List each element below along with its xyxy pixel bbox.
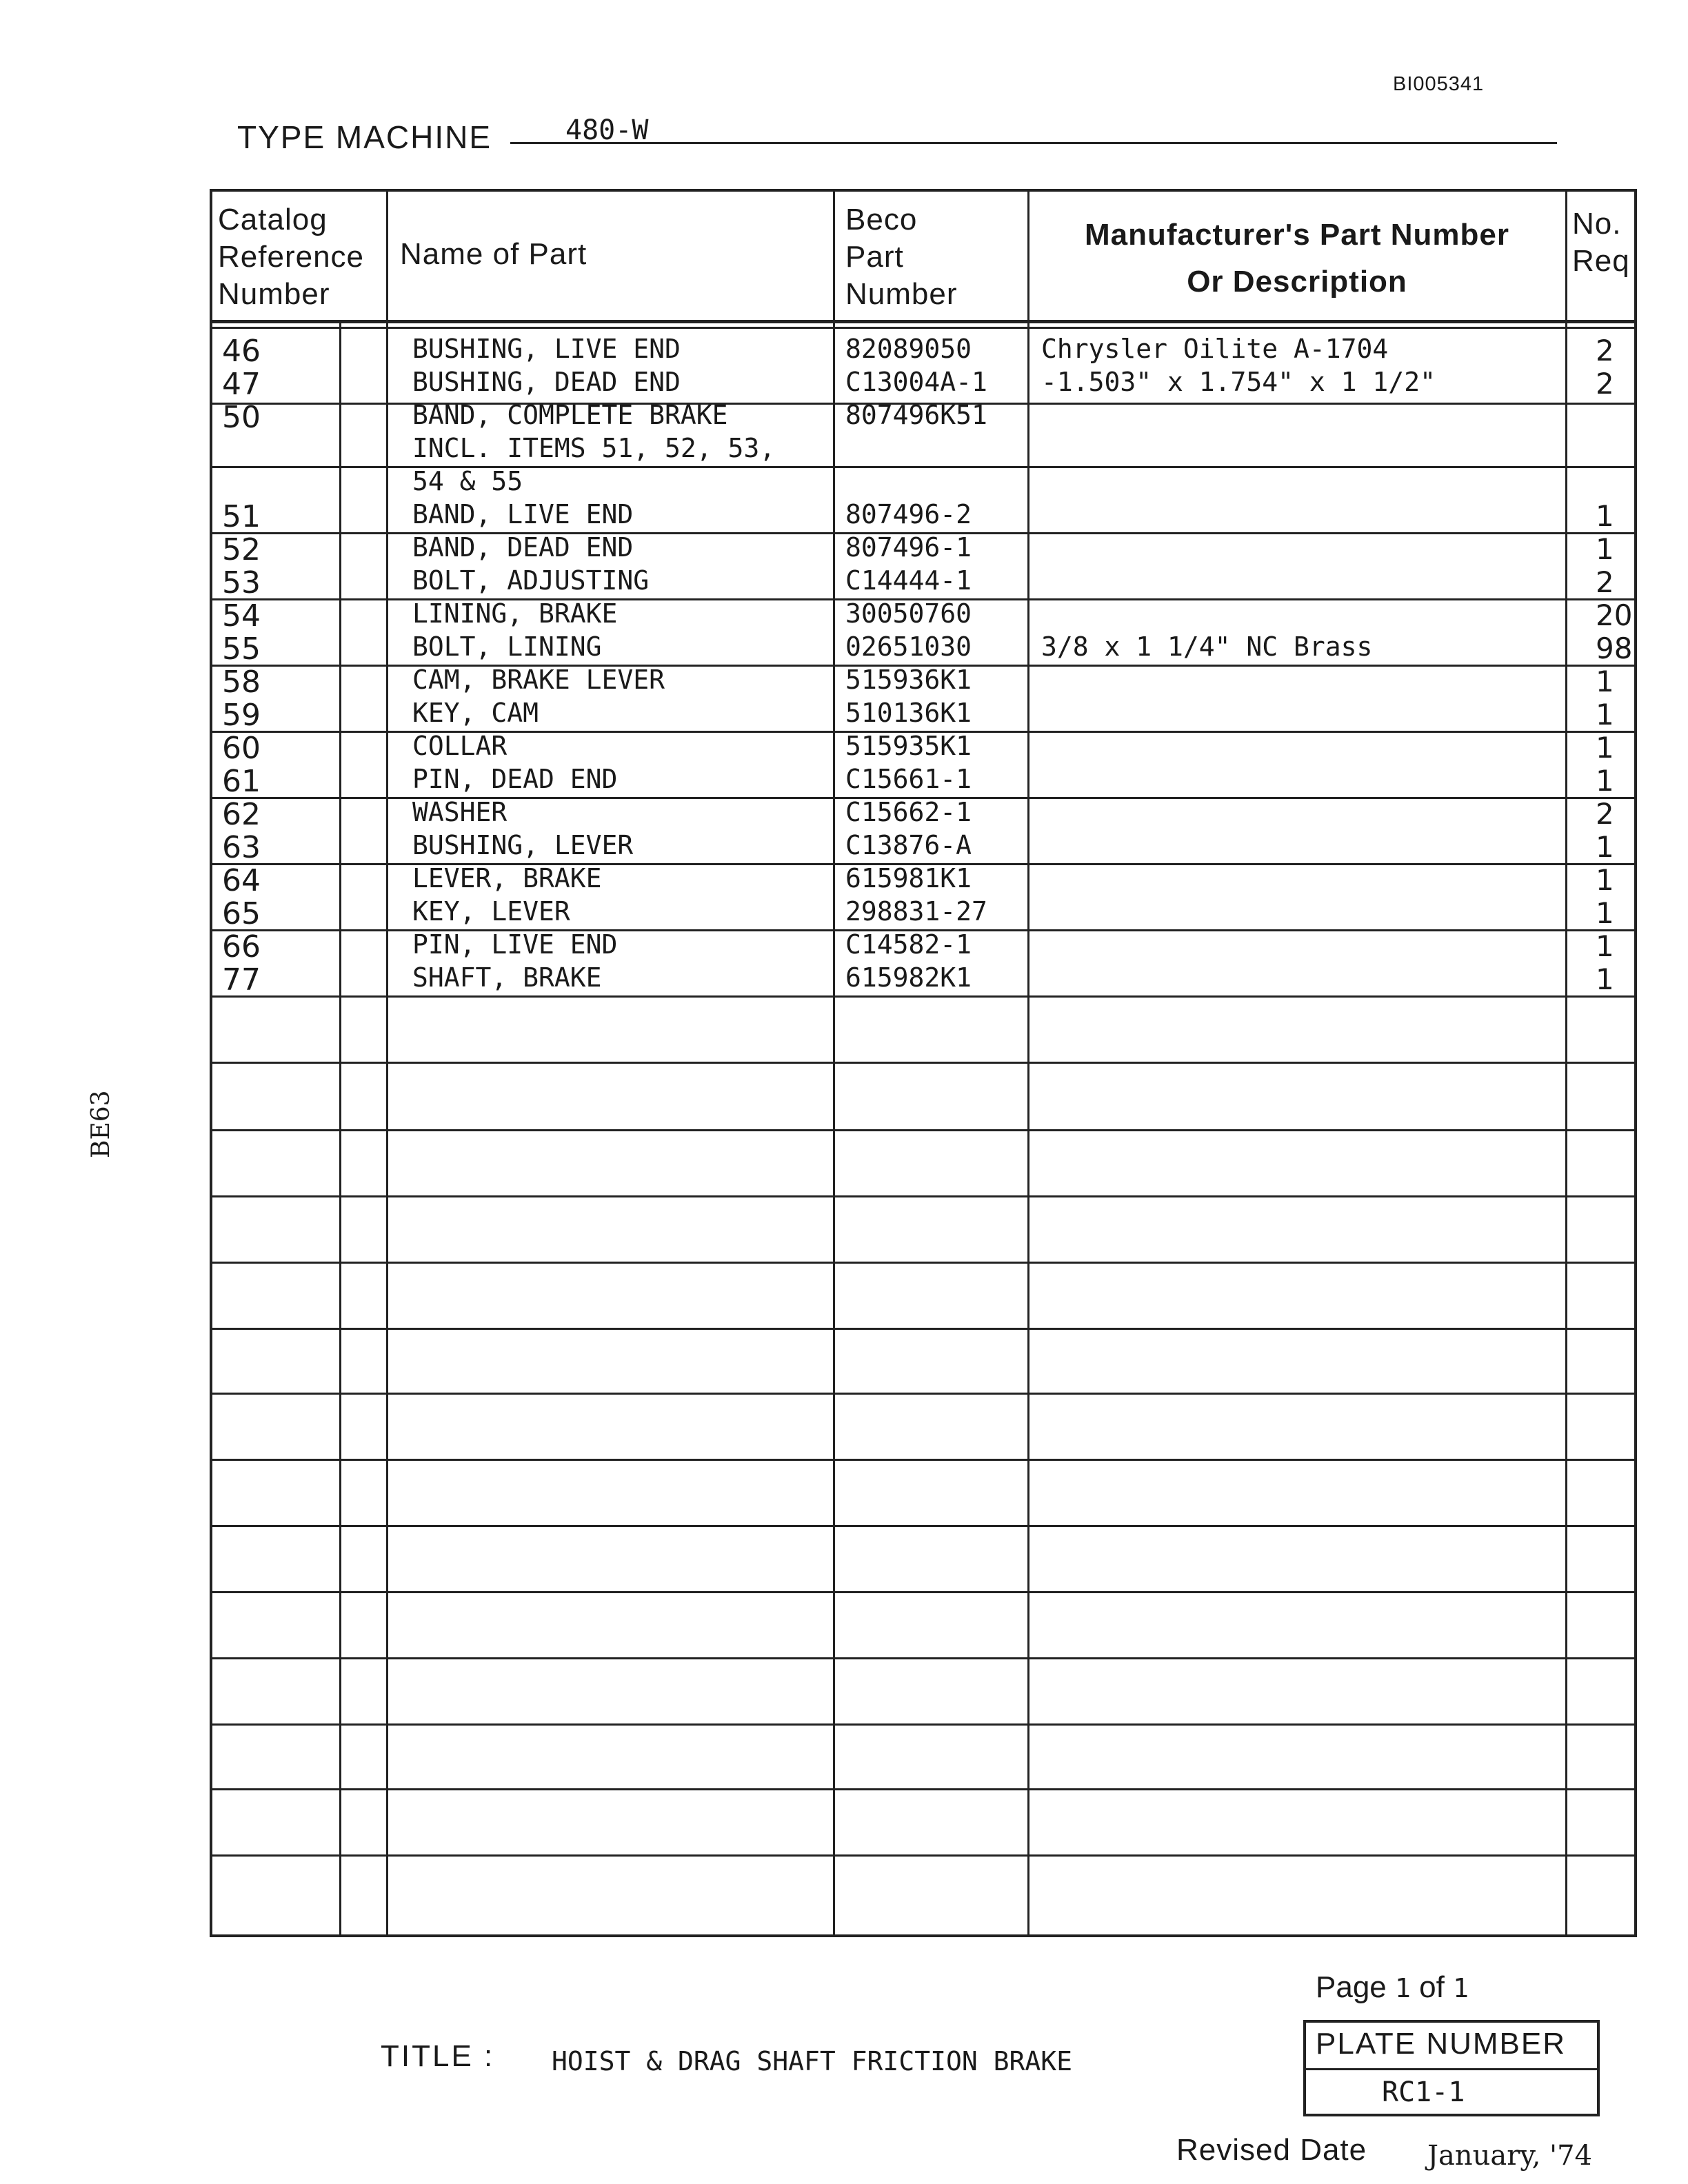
quantity-required-cell: 98 xyxy=(1596,631,1633,665)
header-manufacturer-line1: Manufacturer's Part Number xyxy=(1085,218,1509,252)
beco-part-number-cell: C14444-1 xyxy=(845,565,972,596)
margin-mark: BE63 xyxy=(87,1090,115,1158)
row-divider xyxy=(212,1459,1634,1461)
beco-part-number-cell: 515936K1 xyxy=(845,665,972,695)
beco-part-number-cell: 807496K51 xyxy=(845,400,987,430)
row-divider xyxy=(212,1195,1634,1197)
quantity-required-cell: 20 xyxy=(1596,598,1633,632)
header-beco-line3: Number xyxy=(845,277,958,311)
manufacturer-description-cell: Chrysler Oilite A-1704 xyxy=(1041,334,1389,364)
part-name-cell: CAM, BRAKE LEVER xyxy=(412,665,665,695)
ref-number-cell: 65 xyxy=(222,896,261,931)
plate-number-box xyxy=(1303,2020,1600,2116)
beco-part-number-cell: C13004A-1 xyxy=(845,367,987,397)
ref-number-cell: 58 xyxy=(222,665,261,700)
part-name-cell: WASHER xyxy=(412,797,508,827)
type-machine-label: TYPE MACHINE xyxy=(237,119,492,155)
header-separator-inner xyxy=(212,327,1634,329)
ref-number-cell: 46 xyxy=(222,334,261,369)
quantity-required-cell: 1 xyxy=(1596,896,1614,930)
part-name-cell: BUSHING, LIVE END xyxy=(412,334,681,364)
title-value: HOIST & DRAG SHAFT FRICTION BRAKE xyxy=(552,2046,1072,2076)
quantity-required-cell: 1 xyxy=(1596,830,1614,864)
part-name-cell: LEVER, BRAKE xyxy=(412,863,602,893)
header-manufacturer xyxy=(1029,216,1565,301)
beco-part-number-cell: 615981K1 xyxy=(845,863,972,893)
row-divider xyxy=(212,1129,1634,1131)
row-divider xyxy=(212,797,1634,799)
parts-table xyxy=(210,189,1637,1937)
ref-number-cell: 59 xyxy=(222,698,261,733)
row-divider xyxy=(212,863,1634,865)
header-qty xyxy=(1572,205,1630,280)
header-manufacturer-line2: Or Description xyxy=(1187,265,1407,299)
row-divider xyxy=(212,731,1634,733)
row-divider xyxy=(212,1393,1634,1395)
beco-part-number-cell: 515935K1 xyxy=(845,731,972,761)
quantity-required-cell: 1 xyxy=(1596,499,1614,533)
part-name-cell: BAND, LIVE END xyxy=(412,499,634,529)
row-divider xyxy=(212,532,1634,534)
part-name-cell: BUSHING, LEVER xyxy=(412,830,634,860)
row-divider xyxy=(212,598,1634,600)
header-catalog-line2: Reference xyxy=(218,240,365,274)
row-divider xyxy=(212,466,1634,468)
header-qty-line2: Req xyxy=(1572,244,1630,278)
part-name-cell: PIN, DEAD END xyxy=(412,764,618,794)
header-qty-line1: No. xyxy=(1572,207,1622,241)
ref-number-cell: 55 xyxy=(222,631,261,667)
part-name-cell: BUSHING, DEAD END xyxy=(412,367,681,397)
part-name-cell: KEY, LEVER xyxy=(412,896,570,927)
ref-number-cell: 60 xyxy=(222,731,261,766)
plate-divider xyxy=(1306,2068,1597,2070)
beco-part-number-cell: C15662-1 xyxy=(845,797,972,827)
revised-date-value: January, '74 xyxy=(1427,2140,1592,2172)
quantity-required-cell: 2 xyxy=(1596,367,1614,401)
quantity-required-cell: 1 xyxy=(1596,665,1614,698)
ref-number-cell: 51 xyxy=(222,499,261,534)
page-current: 1 xyxy=(1395,1973,1411,2003)
part-name-cell: SHAFT, BRAKE xyxy=(412,962,602,993)
part-name-cell: BAND, DEAD END xyxy=(412,532,634,563)
quantity-required-cell: 1 xyxy=(1596,731,1614,765)
row-divider xyxy=(212,1328,1634,1330)
quantity-required-cell: 1 xyxy=(1596,698,1614,731)
part-name-cell: LINING, BRAKE xyxy=(412,598,618,629)
type-machine-underline xyxy=(510,142,1557,144)
beco-part-number-cell: 615982K1 xyxy=(845,962,972,993)
type-machine-value: 480-W xyxy=(565,114,649,146)
beco-part-number-cell: 510136K1 xyxy=(845,698,972,728)
ref-number-cell: 61 xyxy=(222,764,261,799)
part-name-cell: BOLT, LINING xyxy=(412,631,602,662)
header-name: Name of Part xyxy=(400,237,587,271)
header-beco-line1: Beco xyxy=(845,203,918,236)
page-indicator xyxy=(1316,1970,1469,2005)
part-name-cell: KEY, CAM xyxy=(412,698,539,728)
row-divider xyxy=(212,1525,1634,1527)
row-divider xyxy=(212,1262,1634,1264)
ref-number-cell: 52 xyxy=(222,532,261,567)
row-divider xyxy=(212,1591,1634,1593)
header-beco-line2: Part xyxy=(845,240,904,274)
row-divider xyxy=(212,1854,1634,1857)
quantity-required-cell: 2 xyxy=(1596,565,1614,599)
ref-number-cell: 53 xyxy=(222,565,261,600)
quantity-required-cell: 1 xyxy=(1596,764,1614,798)
page-total: 1 xyxy=(1453,1973,1469,2003)
part-name-cell: BAND, COMPLETE BRAKE xyxy=(412,400,728,430)
document-id: BI005341 xyxy=(1393,73,1485,95)
beco-part-number-cell: 807496-1 xyxy=(845,532,972,563)
plate-number-value: RC1-1 xyxy=(1382,2076,1465,2108)
header-beco xyxy=(845,201,958,313)
ref-number-cell: 66 xyxy=(222,929,261,964)
beco-part-number-cell: C13876-A xyxy=(845,830,972,860)
manufacturer-description-cell: 3/8 x 1 1/4" NC Brass xyxy=(1041,631,1373,662)
beco-part-number-cell: 30050760 xyxy=(845,598,972,629)
col-divider-sub xyxy=(339,320,341,1934)
quantity-required-cell: 1 xyxy=(1596,863,1614,897)
ref-number-cell: 77 xyxy=(222,962,261,998)
beco-part-number-cell: 02651030 xyxy=(845,631,972,662)
ref-number-cell: 63 xyxy=(222,830,261,865)
part-name-cell: COLLAR xyxy=(412,731,508,761)
beco-part-number-cell: C14582-1 xyxy=(845,929,972,960)
beco-part-number-cell: 807496-2 xyxy=(845,499,972,529)
row-divider xyxy=(212,1788,1634,1790)
row-divider xyxy=(212,403,1634,405)
ref-number-cell: 54 xyxy=(222,598,261,634)
quantity-required-cell: 1 xyxy=(1596,532,1614,566)
row-divider xyxy=(212,1723,1634,1726)
row-divider xyxy=(212,665,1634,667)
quantity-required-cell: 1 xyxy=(1596,962,1614,996)
header-catalog-line1: Catalog xyxy=(218,203,328,236)
beco-part-number-cell: 298831-27 xyxy=(845,896,987,927)
header-catalog-line3: Number xyxy=(218,277,330,311)
revised-date-label: Revised Date xyxy=(1176,2133,1367,2167)
quantity-required-cell: 2 xyxy=(1596,797,1614,831)
row-divider xyxy=(212,929,1634,931)
ref-number-cell: 62 xyxy=(222,797,261,832)
part-name-cell: BOLT, ADJUSTING xyxy=(412,565,650,596)
part-name-cell: 54 & 55 xyxy=(412,466,523,496)
beco-part-number-cell: C15661-1 xyxy=(845,764,972,794)
part-name-cell: INCL. ITEMS 51, 52, 53, xyxy=(412,433,776,463)
part-name-cell: PIN, LIVE END xyxy=(412,929,618,960)
row-divider xyxy=(212,995,1634,998)
ref-number-cell: 50 xyxy=(222,400,261,435)
plate-number-label: PLATE NUMBER xyxy=(1316,2027,1567,2061)
header-separator xyxy=(212,320,1634,323)
page-of-label: of xyxy=(1419,1970,1445,2004)
row-divider xyxy=(212,1657,1634,1659)
quantity-required-cell: 2 xyxy=(1596,334,1614,367)
quantity-required-cell: 1 xyxy=(1596,929,1614,963)
title-label: TITLE : xyxy=(381,2039,495,2073)
row-divider xyxy=(212,1062,1634,1064)
ref-number-cell: 64 xyxy=(222,863,261,898)
ref-number-cell: 47 xyxy=(222,367,261,402)
beco-part-number-cell: 82089050 xyxy=(845,334,972,364)
manufacturer-description-cell-line2: -1.503" x 1.754" x 1 1/2" xyxy=(1041,367,1436,397)
header-catalog xyxy=(218,201,364,313)
page-label: Page xyxy=(1316,1970,1387,2004)
